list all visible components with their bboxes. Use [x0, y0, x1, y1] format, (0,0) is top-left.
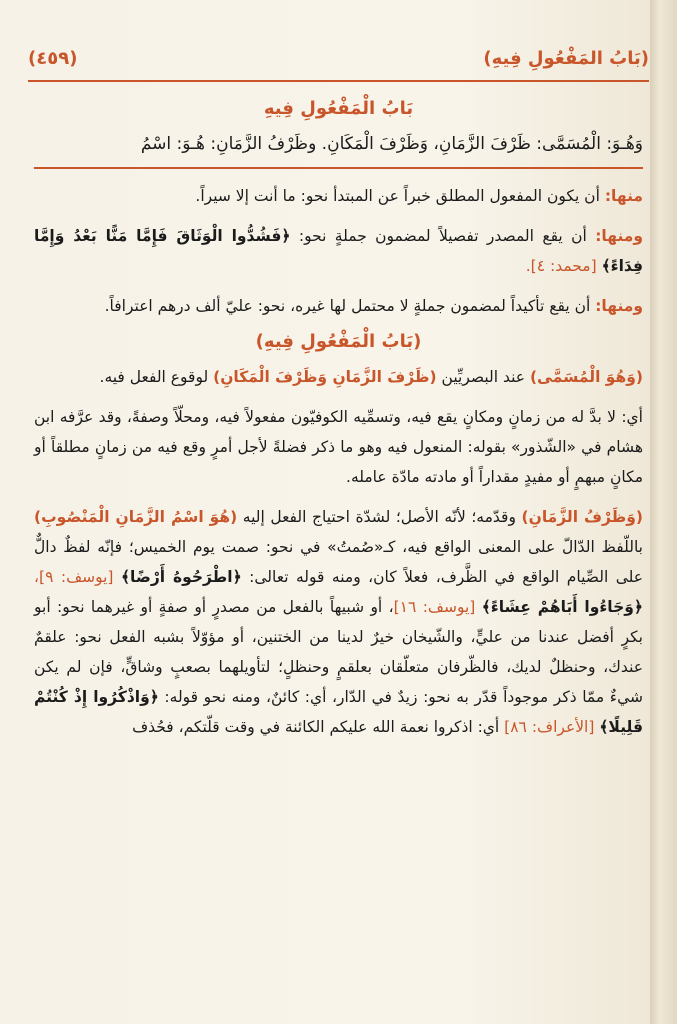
p3-text-3: أي: اذكروا نعمة الله عليكم الكائنة في وقت قلّتكم، فحُذف [132, 718, 505, 736]
note-1-lead: منها: [604, 187, 643, 205]
chapter-heading: بَابُ الْمَفْعُولِ فِيهِ [263, 98, 414, 119]
matn-text: وَهُـوَ: الْمُسَمَّى: ظَرْفَ الزَّمَانِ، وَظَرْفَ الْمَكَانِ. وظَرْفُ الزَّمَانِ: هُـوَ: اسْمُ [140, 134, 643, 154]
note-3-lead: ومنها: [595, 297, 643, 315]
note-2-text: أن يقع المصدر تفصيلاً لمضمون جملةٍ نحو: [290, 227, 596, 245]
note-2-lead: ومنها: [595, 227, 643, 245]
p3-ref-3: [الأعراف: ٨٦] [504, 718, 600, 736]
p3-mid: وقدّمه؛ لأنّه الأصل؛ لشدّة احتياج الفعل إليه [237, 508, 522, 526]
body-paragraph-2: أي: لا بدَّ له من زمانٍ ومكانٍ يقع فيه، وتسمِّيه الكوفيّون مفعولاً فيه، ومحلّاً وصفةً، وقد عرَّفه ابن هشام في «الشّذور» بقوله: المنعول فيه وهو ما ذكر فضلةً لأجل أمرٍ وقع فيه من زمانٍ مطلقاً أو مكانٍ مبهمٍ أو مفيدٍ مقداراً أو مادته مادّة عامله. [34, 408, 643, 486]
p1-lead: (وَهُوَ الْمُسَمَّى) [529, 368, 643, 386]
note-1-text: أن يكون المفعول المطلق خبراً عن المبتدأ نحو: ما أنت إلا سيراً. [195, 187, 605, 205]
note-1 [34, 181, 643, 211]
note-3-text: أن يقع تأكيداً لمضمون جملةٍ لا محتمل لها غيره، نحو: عليّ ألف درهم اعترافاً. [104, 297, 596, 315]
p1-quote: (ظَرْفَ الزَّمَانِ وَظَرْفَ الْمَكَانِ) [213, 368, 437, 386]
p3-quran-2: ﴿وَجَاءُوا أَبَاهُمْ عِشَاءً﴾ [481, 598, 643, 616]
header-rule [28, 80, 649, 82]
body-paragraph-3 [34, 502, 643, 742]
page-edge [650, 0, 677, 1024]
p3-quran-1: ﴿اطْرَحُوهُ أَرْضًا﴾ [120, 568, 242, 586]
p3-quote: (هُوَ اسْمُ الزَّمَانِ الْمَنْصُوبِ) [34, 508, 238, 526]
p3-quran-3: ﴿وَاذْكُرُوا إِذْ كُنْتُمْ قَلِيلًا﴾ [34, 688, 643, 736]
body-paragraph-1 [34, 362, 643, 392]
note-2-quran: ﴿فَشُدُّوا الْوَثَاقَ فَإِمَّا مَنًّا بَعْدُ وَإِمَّا فِدَاءً﴾ [34, 227, 643, 275]
p3-text-2: ، أو شبيهاً بالفعل من مصدرٍ أو صفةٍ أو غيرهما نحو: أبو بكرٍ أفضل عندنا من عليٍّ، والشّيخان خيرٌ لدينا من الختنين، أو مؤوّلاً بشبه الفعل نحو: علقمٌ عندك، وحنظلٌ لديك، فالظّرفان متعلّقان بعلقمٍ وحنظلٍ؛ لتأويلهما بصعبٍ وشاقٍّ، فإن لم يكن شيءٌ ممّا ذكر موجوداً قدّر به نحو: زيدٌ في الدّار، أي: كائنٌ، ومنه نحو قوله: [34, 598, 643, 706]
p3-lead: (وَظَرْفُ الزَّمَانِ) [521, 508, 643, 526]
running-header [28, 38, 649, 78]
note-2 [34, 221, 643, 281]
p3-ref-2: [يوسف: ١٦] [393, 598, 482, 616]
p3-ref-1: [يوسف: ٩]، [34, 568, 121, 586]
p1-mid: عند البصريِّين [436, 368, 530, 386]
p1-tail: لوقوع الفعل فيه. [99, 368, 214, 386]
running-header-title: (بَابُ المَفْعُولِ فِيهِ) [483, 47, 649, 69]
page-content [34, 92, 643, 1004]
matn-divider [34, 167, 643, 169]
section-heading: (بَابُ الْمَفْعُولِ فِيهِ) [255, 331, 422, 352]
p3-text-1: باللّفظ الدّالّ على المعنى الواقع فيه، كـ«صُمتُ» في نحو: صمت يوم الخميس؛ فإنّه لفظٌ دالٌّ على الصِّيام الواقع في الظَّرف، فعلاً كان، ومنه قوله تعالى: [34, 538, 644, 586]
note-3 [34, 291, 643, 321]
page-number: (٤٥٩) [28, 47, 78, 69]
note-2-ref: [محمد: ٤]. [525, 257, 602, 275]
